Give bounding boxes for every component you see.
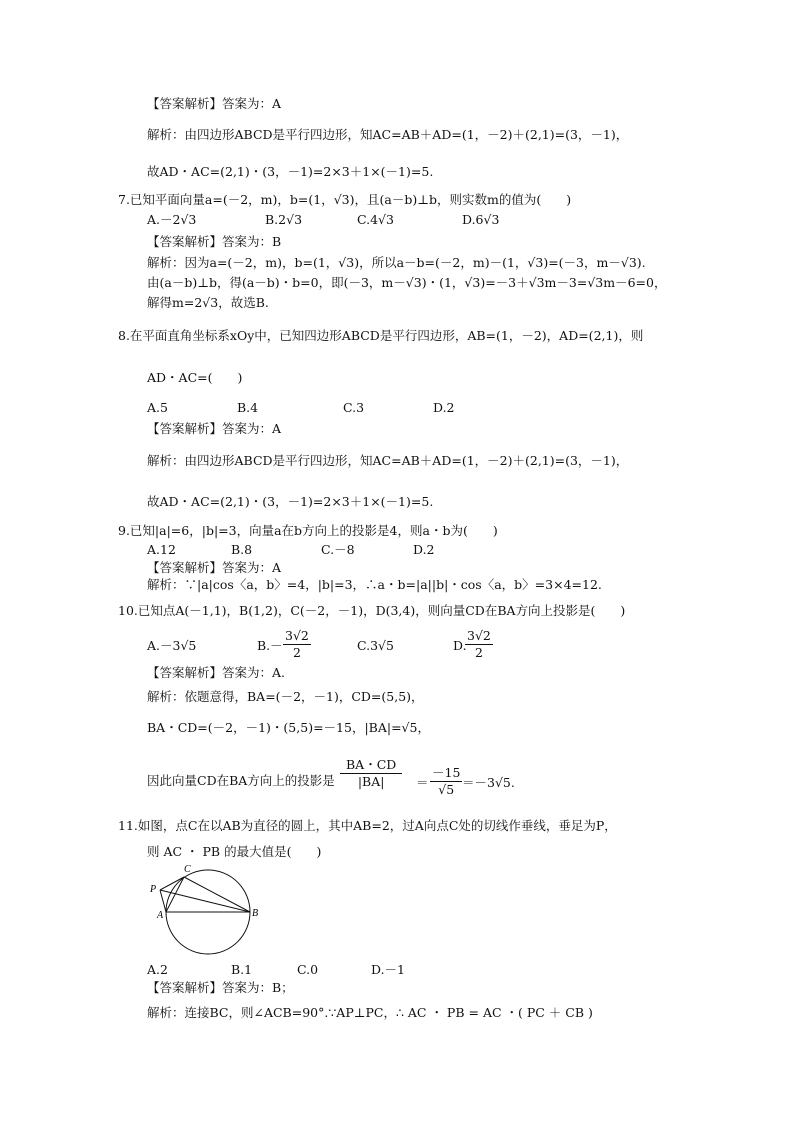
option-a: A.2: [147, 962, 168, 977]
solution-line-prefix: 因此向量CD在BA方向上的投影是: [147, 773, 335, 788]
answer-line: 【答案解析】答案为：A: [147, 96, 282, 111]
segment-ap: [160, 890, 166, 912]
option-a: A.－2√3: [147, 212, 197, 227]
solution-line: 故AD・AC=(2,1)・(3，－1)=2×3＋1×(－1)=5.: [147, 494, 434, 509]
answer-line: 【答案解析】答案为：B；: [147, 980, 294, 995]
option-c: C.3: [343, 400, 365, 415]
option-d-fraction: $\frac{3√2}{2}$: [467, 628, 491, 660]
option-d: D.6√3: [462, 212, 500, 227]
label-c: C: [184, 864, 191, 875]
option-d: D.－1: [371, 962, 406, 977]
option-c: C.4√3: [357, 212, 394, 227]
solution-line: 解析：由四边形ABCD是平行四边形，知AC=AB＋AD=(1，－2)＋(2,1)=(3，－1)，: [147, 127, 629, 142]
options-7: [147, 212, 547, 228]
label-b: B: [252, 908, 259, 919]
option-c: C.0: [297, 962, 319, 977]
solution-line: 解析：∵|a|cos〈a，b〉=4，|b|=3，∴a・b=|a||b|・cos〈a，b〉=3×4=12.: [147, 577, 602, 592]
solution-line: 故AD・AC=(2,1)・(3，－1)=2×3＋1×(－1)=5.: [147, 164, 434, 179]
answer-line: 【答案解析】答案为：A.: [147, 665, 286, 680]
option-b: B.4: [237, 400, 259, 415]
answer-line: 【答案解析】答案为：A: [147, 421, 282, 436]
options-11: [147, 962, 547, 978]
question-8-cont: AD・AC=( ): [147, 370, 243, 385]
circle-diagram: [148, 860, 268, 958]
option-b-prefix: B.－: [257, 638, 283, 653]
segment-cb: [184, 877, 250, 912]
options-9: [147, 542, 547, 558]
options-8: [147, 400, 547, 416]
question-10: 10.已知点A(－1,1)，B(1,2)，C(－2，－1)，D(3,4)，则向量CD在BA方向上投影是( ): [118, 603, 626, 618]
value-fraction: $\frac{-15}{√5}$: [432, 765, 461, 797]
solution-line: 解析：因为a=(－2，m)，b=(1，√3)，所以a－b=(－2，m)－(1，√3)=(－3，m－√3).: [147, 255, 646, 270]
option-d: D.2: [433, 400, 455, 415]
answer-line: 【答案解析】答案为：A: [147, 560, 282, 575]
option-d-prefix: D.: [453, 638, 467, 653]
equals-sign: ＝: [416, 775, 429, 790]
solution-line: 解析：连接BC，则∠ACB=90°.∵AP⊥PC，∴ AC ・ PB = AC ・( PC ＋ CB ): [147, 1005, 593, 1020]
question-11-cont: 则 AC ・ PB 的最大值是( ): [147, 844, 322, 859]
option-b: B.8: [231, 542, 253, 557]
solution-line: 由(a－b)⊥b，得(a－b)・b=0，即(－3，m－√3)・(1，√3)=－3＋√3m－3=√3m－6=0，: [147, 275, 667, 290]
label-a: A: [157, 910, 164, 921]
solution-line: 解析：依题意得，BA=(－2，－1)，CD=(5,5)，: [147, 689, 424, 704]
geometry-figure: [148, 860, 268, 955]
result: ＝－3√5.: [462, 775, 515, 790]
option-d: D.2: [413, 542, 435, 557]
question-8: 8.在平面直角坐标系xOy中，已知四边形ABCD是平行四边形，AB=(1，－2)，AD=(2,1)，则: [118, 328, 644, 343]
label-p: P: [150, 884, 157, 895]
solution-line: 解得m=2√3，故选B.: [147, 295, 269, 310]
projection-fraction: $\frac{BA・CD}{|BA|}$: [340, 755, 402, 789]
options-10: [147, 628, 547, 664]
option-b-fraction: $\frac{3√2}{2}$: [285, 628, 309, 660]
question-11: 11.如图，点C在以AB为直径的圆上，其中AB=2，过A向点C处的切线作垂线，垂足为P，: [118, 818, 617, 833]
question-7: 7.已知平面向量a=(－2，m)，b=(1，√3)，且(a－b)⊥b，则实数m的值为( ): [118, 192, 572, 207]
option-b: B.2√3: [265, 212, 303, 227]
question-9: 9.已知|a|=6，|b|=3，向量a在b方向上的投影是4，则a・b为( ): [118, 523, 498, 538]
option-b: B.1: [231, 962, 253, 977]
option-a: A.5: [147, 400, 168, 415]
option-c: C.－8: [321, 542, 355, 557]
option-c: C.3√5: [357, 638, 394, 653]
segment-pb: [160, 890, 250, 912]
option-a: A.－3√5: [147, 638, 197, 653]
answer-line: 【答案解析】答案为：B: [147, 234, 282, 249]
option-a: A.12: [147, 542, 176, 557]
solution-line: BA・CD=(－2，－1)・(5,5)=－15，|BA|=√5，: [147, 720, 430, 735]
solution-line: 解析：由四边形ABCD是平行四边形，知AC=AB＋AD=(1，－2)＋(2,1)=(3，－1)，: [147, 453, 629, 468]
